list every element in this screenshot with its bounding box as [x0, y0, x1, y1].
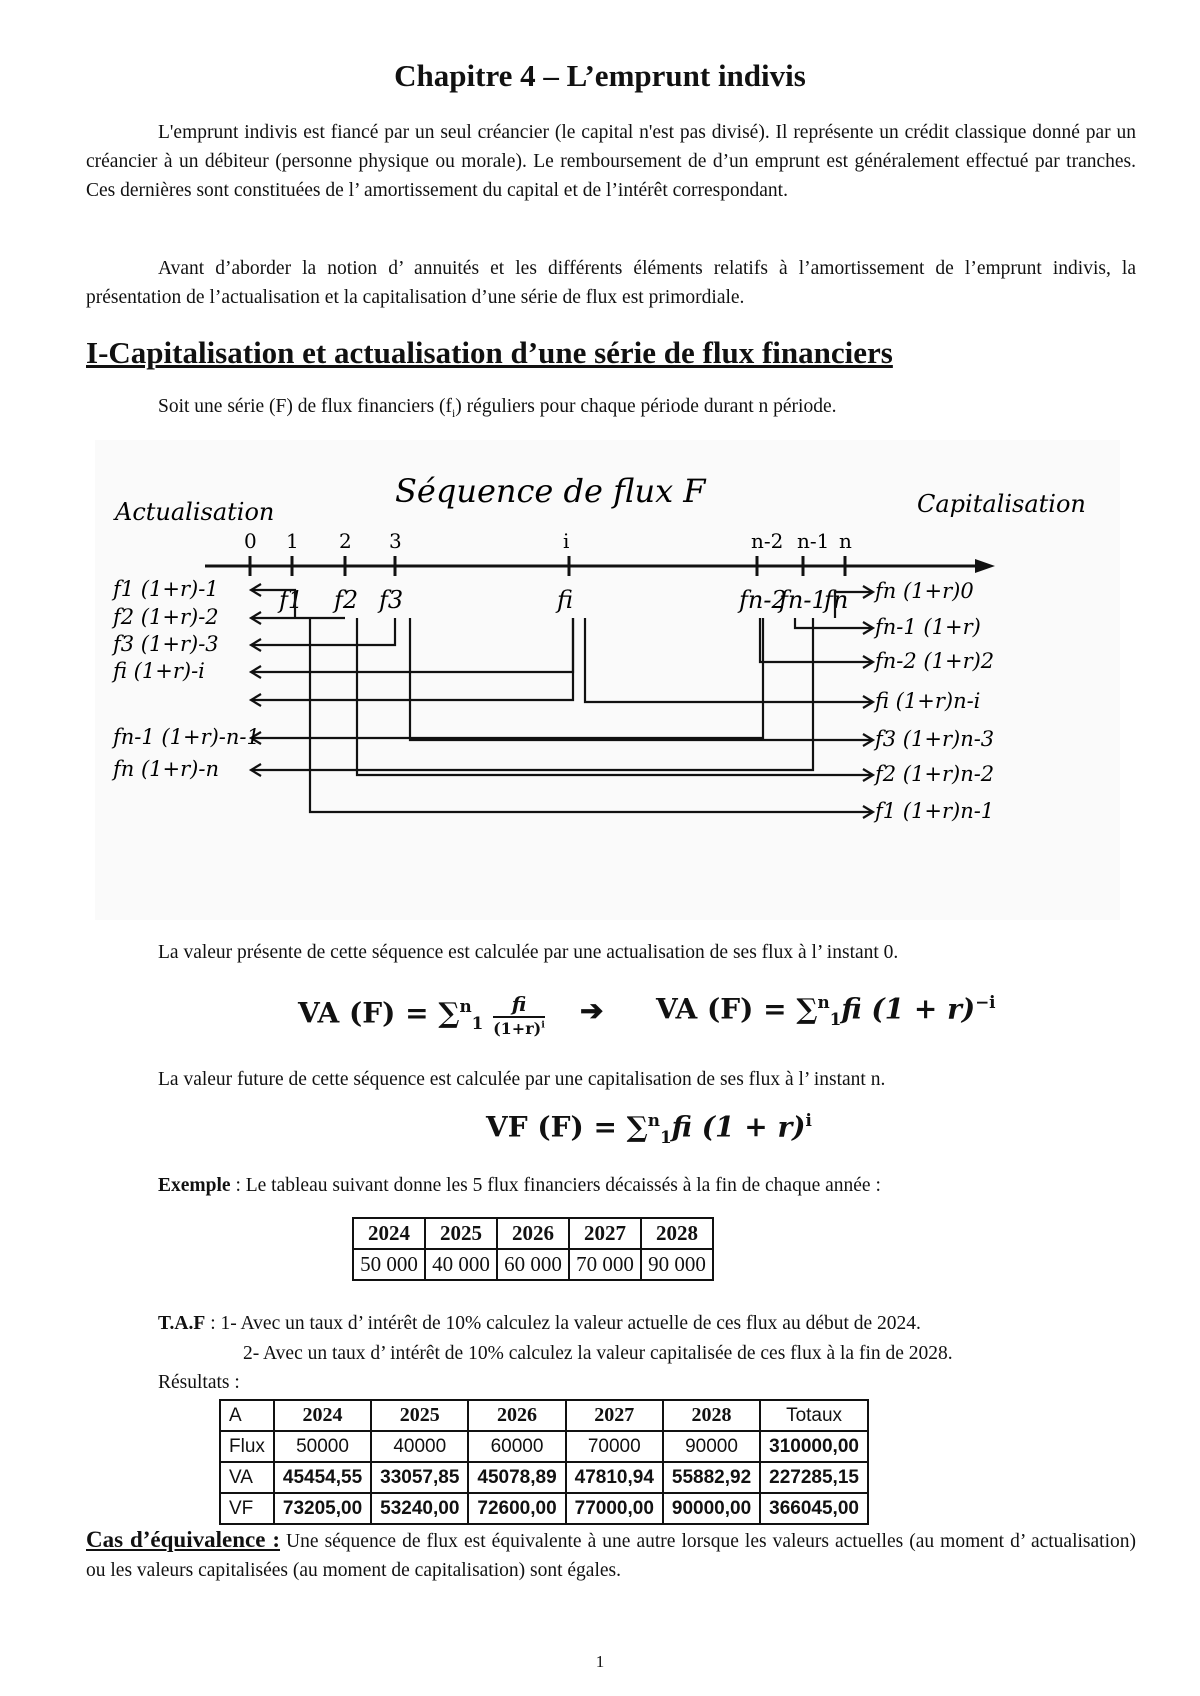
example-text: Exemple : Le tableau suivant donne les 5 flux financiers décaissés à la fin de chaque année :	[158, 1175, 881, 1196]
tick-label: n-2	[751, 529, 784, 553]
results-cell: 45454,55	[274, 1462, 371, 1493]
tick-label: n	[839, 529, 852, 553]
results-header-cell: 2028	[663, 1400, 760, 1431]
tick-label: i	[563, 529, 570, 553]
actualisation-term: f1 (1+r)-1	[113, 577, 219, 601]
capitalisation-term: fi (1+r)n-i	[875, 689, 981, 713]
example-flow-cell: 60 000	[497, 1249, 569, 1280]
actualisation-term: fi (1+r)-i	[113, 659, 205, 683]
intro-paragraph-2: Avant d’aborder la notion d’ annuités et les différents éléments relatifs à l’amortissement de l’emprunt indivis, la présentation de l’actualisation et la capitalisation d’une série de flux est primordiale.	[86, 258, 1136, 308]
results-header-row	[220, 1400, 868, 1431]
results-cell: 70000	[566, 1431, 663, 1462]
results-cell: 90000,00	[663, 1493, 760, 1524]
example-flow-cell: 90 000	[641, 1249, 713, 1280]
diagram-left-label: Actualisation	[115, 498, 275, 526]
table-row	[220, 1493, 868, 1524]
example-flow-cell: 70 000	[569, 1249, 641, 1280]
page-number: 1	[595, 1652, 605, 1671]
results-header-cell: A	[220, 1400, 274, 1431]
results-cell: 366045,00	[760, 1493, 868, 1524]
example-year-cell: 2027	[569, 1218, 641, 1249]
results-header-cell: Totaux	[760, 1400, 868, 1431]
future-value-text: La valeur future de cette séquence est calculée par une capitalisation de ses flux à l’ instant n.	[158, 1069, 886, 1090]
va-fraction: $\frac{fi}{(1+r)^i}$	[493, 992, 545, 1038]
tick-label: 2	[339, 529, 352, 553]
results-cell: 73205,00	[274, 1493, 371, 1524]
diagram-title: Séquence de flux F	[395, 472, 706, 510]
actualisation-term: f2 (1+r)-2	[113, 605, 219, 629]
table-row	[220, 1431, 868, 1462]
results-cell: 45078,89	[468, 1462, 565, 1493]
flow-label: fn-1	[779, 586, 827, 614]
example-flows-table	[352, 1217, 714, 1281]
example-year-cell: 2024	[353, 1218, 425, 1249]
results-cell: 47810,94	[566, 1462, 663, 1493]
flow-label: f3	[379, 586, 404, 614]
results-label: Résultats :	[158, 1372, 240, 1393]
actualisation-term: fn (1+r)-n	[113, 757, 219, 781]
capitalisation-term: fn-1 (1+r)	[875, 615, 981, 639]
results-cell: 40000	[371, 1431, 468, 1462]
results-cell: Flux	[220, 1431, 274, 1462]
flow-label: f1	[279, 586, 304, 614]
equivalence-paragraph: Cas d’équivalence : Une séquence de flux est équivalente à une autre lorsque les valeurs actuelles (au moment d’ actualisation) ou les valeurs capitalisées (au moment de capitalisation) sont égales.	[86, 1527, 1136, 1581]
example-year-cell: 2025	[425, 1218, 497, 1249]
intro-paragraph-1: L'emprunt indivis est fiancé par un seul créancier (le capital n'est pas divisé). Il représente un crédit classique donné par un créancier à un débiteur (personne physique ou morale). Le remboursement de d’un emprunt est généralement effectué par tranches. Ces dernières sont constituées de l’ amortissement du capital et de l’intérêt correspondant.	[86, 122, 1136, 201]
diagram-right-label: Capitalisation	[917, 490, 1086, 518]
actualisation-term: f3 (1+r)-3	[113, 632, 219, 656]
va-formula-expanded: VA (F) = ∑$^n_1$fi $(1 + r)^{-i}$	[656, 992, 996, 1029]
flow-label: fi	[557, 586, 574, 614]
section-title: I-Capitalisation et actualisation d’une série de flux financiers	[86, 335, 893, 370]
table-row	[220, 1462, 868, 1493]
results-header-cell: 2024	[274, 1400, 371, 1431]
capitalisation-term: fn-2 (1+r)2	[875, 649, 995, 673]
capitalisation-term: f1 (1+r)n-1	[875, 799, 995, 823]
actualisation-term: fn-1 (1+r)-n-1	[113, 725, 260, 749]
results-cell: 310000,00	[760, 1431, 868, 1462]
results-table	[219, 1399, 869, 1525]
present-value-text: La valeur présente de cette séquence est calculée par une actualisation de ses flux à l’ instant 0.	[158, 942, 899, 963]
results-cell: 90000	[663, 1431, 760, 1462]
flow-label: fn-2	[739, 586, 787, 614]
example-flow-cell: 40 000	[425, 1249, 497, 1280]
tick-label: 1	[286, 529, 299, 553]
capitalisation-term: f2 (1+r)n-2	[875, 762, 995, 786]
arrow-icon: ➔	[580, 994, 604, 1027]
results-cell: 60000	[468, 1431, 565, 1462]
series-definition: Soit une série (F) de flux financiers $(f_i)$ réguliers pour chaque période durant n période.	[158, 396, 837, 420]
vf-formula: VF (F) = ∑$^n_1$fi $(1 + r)^i$	[486, 1110, 812, 1147]
example-year-cell: 2026	[497, 1218, 569, 1249]
results-cell: 227285,15	[760, 1462, 868, 1493]
results-cell: 55882,92	[663, 1462, 760, 1493]
results-header-cell: 2025	[371, 1400, 468, 1431]
results-cell: 33057,85	[371, 1462, 468, 1493]
example-year-cell: 2028	[641, 1218, 713, 1249]
results-cell: 50000	[274, 1431, 371, 1462]
flow-label: f2	[334, 586, 359, 614]
flux-sequence-diagram	[95, 440, 1120, 920]
taf-question-2: 2- Avec un taux d’ intérêt de 10% calculez la valeur capitalisée de ces flux à la fin de 2028.	[243, 1343, 953, 1364]
chapter-title: Chapitre 4 – L’emprunt indivis	[394, 58, 806, 93]
results-cell: VA	[220, 1462, 274, 1493]
va-formula: VA (F) = ∑$^n_1$ $\frac{fi}{(1+r)^i}$	[298, 992, 545, 1038]
capitalisation-term: f3 (1+r)n-3	[875, 727, 995, 751]
results-cell: VF	[220, 1493, 274, 1524]
tick-label: 0	[244, 529, 257, 553]
capitalisation-term: fn (1+r)0	[875, 579, 974, 603]
tick-label: n-1	[797, 529, 830, 553]
tick-label: 3	[389, 529, 402, 553]
example-flow-cell: 50 000	[353, 1249, 425, 1280]
results-header-cell: 2026	[468, 1400, 565, 1431]
results-cell: 77000,00	[566, 1493, 663, 1524]
taf-question-1: T.A.F : 1- Avec un taux d’ intérêt de 10% calculez la valeur actuelle de ces flux au début de 2024.	[158, 1313, 921, 1334]
flow-label: fn	[824, 586, 849, 614]
results-cell: 53240,00	[371, 1493, 468, 1524]
results-header-cell: 2027	[566, 1400, 663, 1431]
results-cell: 72600,00	[468, 1493, 565, 1524]
